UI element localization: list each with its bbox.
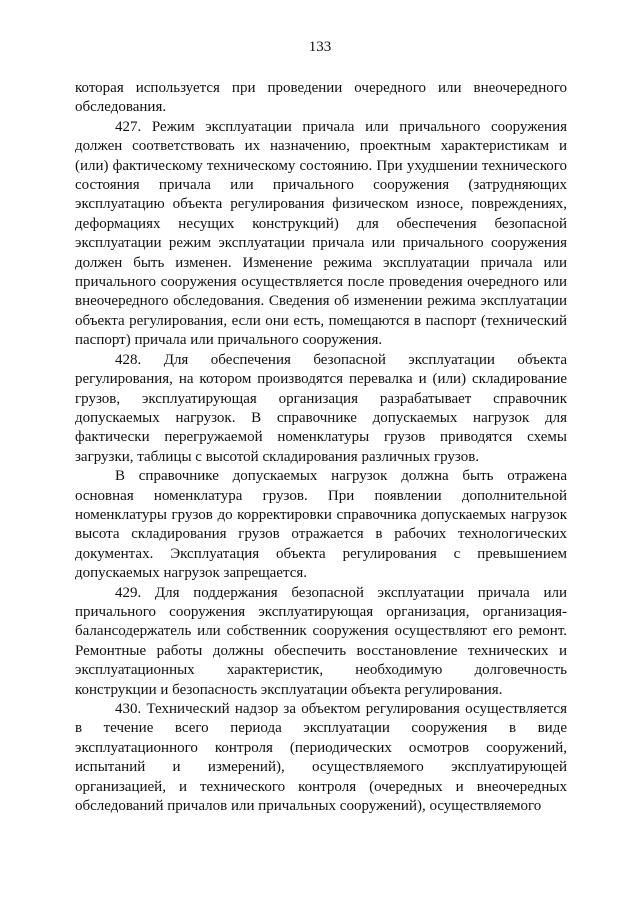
page-number: 133: [308, 39, 332, 55]
paragraph-427: 427. Режим эксплуатации причала или причального сооружения должен соответствовать их назначению, проектным характеристикам и (или) фактическому техническому состоянию. При ухудшении технического состояния причала или причального сооружения (затрудняющих эксплуатацию объекта регулирования физическом износе, повреждениях, деформациях несущих конструкций) для обеспечения безопасной эксплуатации режим эксплуатации причала или причального сооружения должен быть изменен. Изменение режима эксплуатации причала или причального сооружения осуществляется после проведения очередного или внеочередного обследования. Сведения об изменении режима эксплуатации объекта регулирования, если они есть, помещаются в паспорт (технический паспорт) причала или причального сооружения.: [75, 118, 567, 349]
paragraph-428: 428. Для обеспечения безопасной эксплуатации объекта регулирования, на котором производятся перевалка и (или) складирование грузов, эксплуатирующая организация разрабатывает справочник допускаемых нагрузок. В справочнике допускаемых нагрузок для фактически перегружаемой номенклатуры грузов приводятся схемы загрузки, таблицы с высотой складирования различных грузов.: [75, 351, 567, 465]
paragraph-continuation: которая используется при проведении очередного или внеочередного обследования.: [75, 80, 567, 116]
paragraph-429: 429. Для поддержания безопасной эксплуатации причала или причального сооружения эксплуатирующая организация, организация-балансодержатель или собственник сооружения осуществляют его ремонт. Ремонтные работы должны обеспечить восстановление технических и эксплуатационных характеристик, необходимую долговечность конструкции и безопасность эксплуатации объекта регулирования.: [75, 584, 567, 698]
document-body: [75, 79, 567, 816]
paragraph-428-continued: В справочнике допускаемых нагрузок должна быть отражена основная номенклатура грузов. При появлении дополнительной номенклатуры грузов до корректировки справочника допускаемых нагрузок высота складирования грузов отражается в рабочих технологических документах. Эксплуатация объекта регулирования с превышением допускаемых нагрузок запрещается.: [75, 468, 567, 582]
paragraph-430: 430. Технический надзор за объектом регулирования осуществляется в течение всего периода эксплуатации сооружения в виде эксплуатационного контроля (периодических осмотров сооружений, испытаний и измерений), осуществляемого эксплуатирующей организацией, и технического контроля (очередных и внеочередных обследований причалов или причальных сооружений), осуществляемого: [75, 701, 567, 815]
